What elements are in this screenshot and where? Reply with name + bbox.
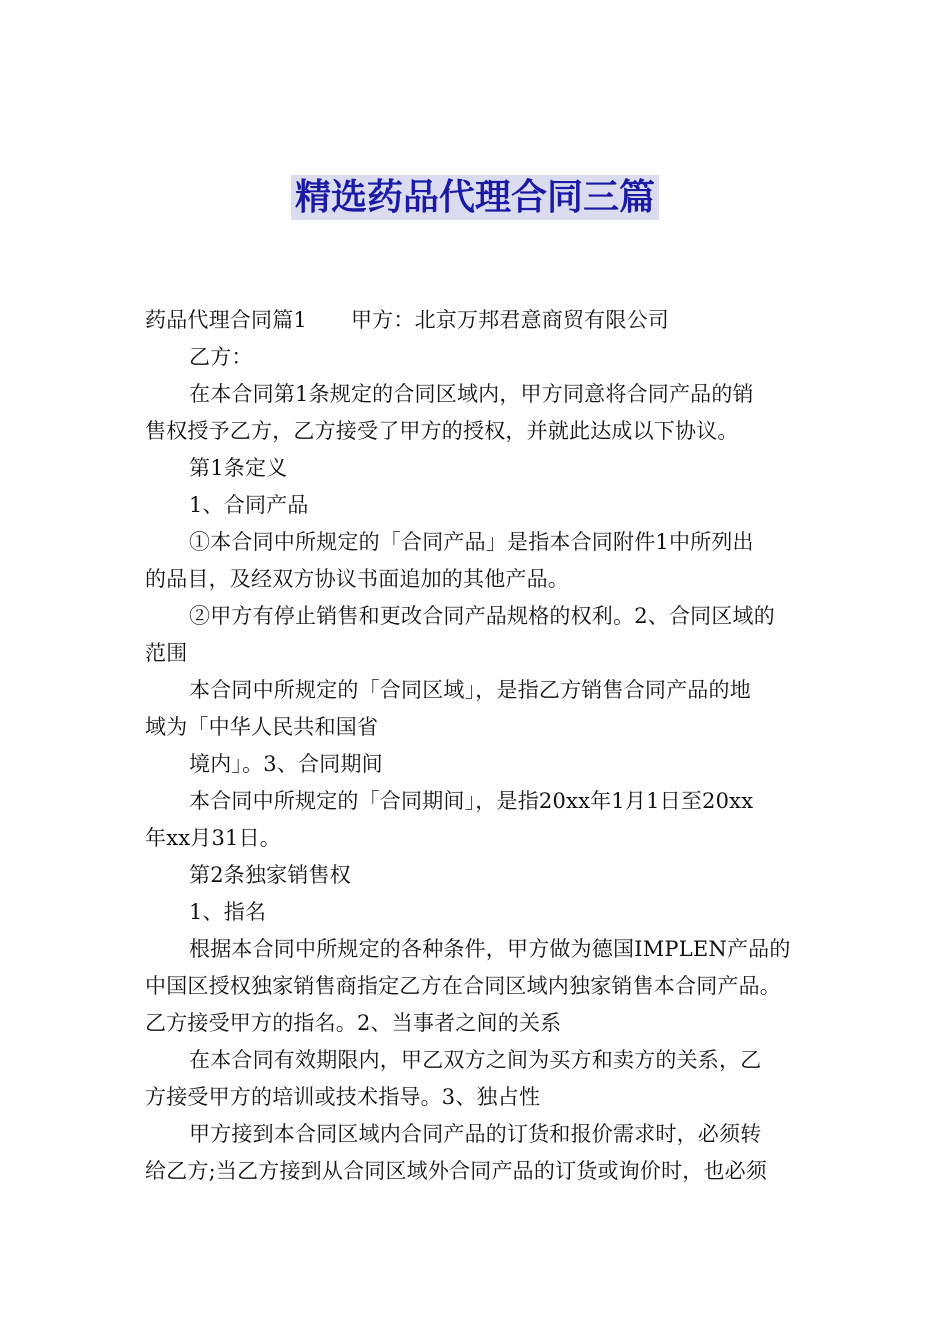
body-line: 乙方： [189, 345, 253, 369]
body-line: 的品目，及经双方协议书面追加的其他产品。 [145, 567, 569, 591]
body-line: 本合同中所规定的「合同期间」，是指20xx年1月1日至20xx [189, 789, 754, 813]
body-line: 甲方接到本合同区域内合同产品的订货和报价需求时，必须转 [189, 1122, 762, 1146]
body-line: ①本合同中所规定的「合同产品」是指本合同附件1中所列出 [189, 530, 754, 554]
document-title [0, 168, 950, 228]
body-line: 1、合同产品 [189, 493, 309, 517]
body-line: 中国区授权独家销售商指定乙方在合同区域内独家销售本合同产品。 [145, 974, 781, 998]
body-line: 方接受甲方的培训或技术指导。3、独占性 [145, 1085, 541, 1109]
section-heading: 第1条定义 [189, 456, 288, 480]
section-heading: 第2条独家销售权 [189, 863, 351, 887]
body-line: ②甲方有停止销售和更改合同产品规格的权利。2、合同区域的 [189, 604, 775, 628]
body-line: 域为「中华人民共和国省 [145, 715, 379, 739]
body-line: 范围 [145, 641, 188, 665]
body-line: 售权授予乙方，乙方接受了甲方的授权，并就此达成以下协议。 [145, 419, 739, 443]
body-line: 根据本合同中所规定的各种条件，甲方做为德国IMPLEN产品的 [189, 937, 791, 961]
body-line: 1、指名 [189, 900, 267, 924]
body-line: 在本合同第1条规定的合同区域内，甲方同意将合同产品的销 [189, 382, 754, 406]
body-line: 给乙方;当乙方接到从合同区域外合同产品的订货或询价时，也必须 [145, 1159, 768, 1183]
body-line: 在本合同有效期限内，甲乙双方之间为买方和卖方的关系，乙 [189, 1048, 762, 1072]
body-line: 药品代理合同篇1 甲方：北京万邦君意商贸有限公司 [145, 308, 669, 332]
body-line: 境内」。3、合同期间 [189, 752, 383, 776]
document-body [145, 302, 813, 1190]
body-line: 年xx月31日。 [145, 826, 282, 850]
body-line: 乙方接受甲方的指名。2、当事者之间的关系 [145, 1011, 562, 1035]
document-title-text: 精选药品代理合同三篇 [291, 175, 659, 220]
body-line: 本合同中所规定的「合同区域」，是指乙方销售合同产品的地 [189, 678, 751, 702]
